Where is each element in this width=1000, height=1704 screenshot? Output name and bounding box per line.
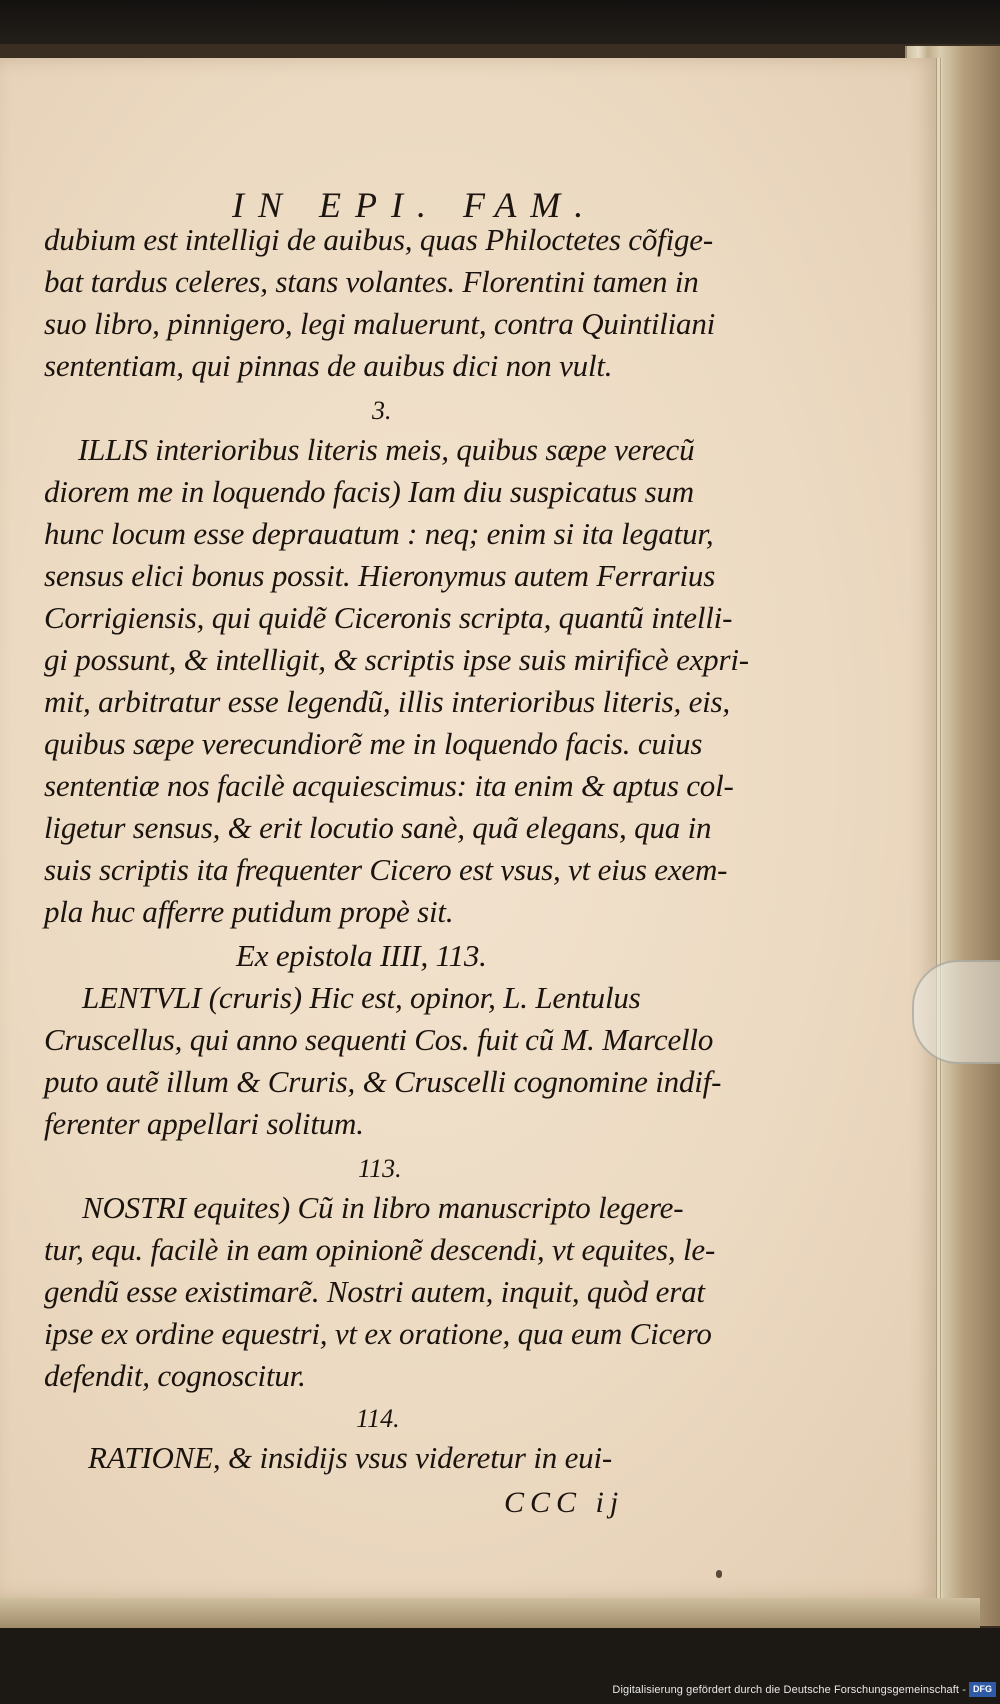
text-line: diorem me in loquendo facis) Iam diu suspicatus sum xyxy=(44,474,694,509)
text-line: mit, arbitratur esse legendũ, illis interioribus literis, eis, xyxy=(44,684,730,719)
section-number: 113. xyxy=(358,1154,402,1183)
text-line: sententiam, qui pinnas de auibus dici non vult. xyxy=(44,348,613,383)
text-line: ipse ex ordine equestri, vt ex oratione, qua eum Cicero xyxy=(44,1316,712,1351)
text-line: gi possunt, & intelligit, & scriptis ipse suis mirificè expri- xyxy=(44,642,749,677)
text-line: bat tardus celeres, stans volantes. Florentini tamen in xyxy=(44,264,699,299)
text-line: Corrigiensis, qui quidẽ Ciceronis scripta, quantũ intelli- xyxy=(44,600,733,635)
text-line: dubium est intelligi de auibus, quas Philoctetes cõfige- xyxy=(44,222,713,257)
text-line: puto autẽ illum & Cruris, & Cruscelli cognomine indif- xyxy=(44,1064,722,1099)
section-number: 3. xyxy=(372,396,392,425)
text-line: tur, equ. facilè in eam opinionẽ descendi, vt equites, le- xyxy=(44,1232,716,1267)
page-clip xyxy=(912,960,1000,1064)
text-line: ILLIS interioribus literis meis, quibus sæpe verecũ xyxy=(78,432,695,467)
text-line: hunc locum esse deprauatum : neq; enim si ita legatur, xyxy=(44,516,714,551)
text-line: ferenter appellari solitum. xyxy=(44,1106,364,1141)
text-line: LENTVLI (cruris) Hic est, opinor, L. Lentulus xyxy=(82,980,641,1015)
text-line: quibus sæpe verecundiorẽ me in loquendo facis. cuius xyxy=(44,726,703,761)
text-line: sensus elici bonus possit. Hieronymus autem Ferrarius xyxy=(44,558,716,593)
book-page xyxy=(0,58,936,1598)
text-line: defendit, cognoscitur. xyxy=(44,1358,306,1393)
section-heading: Ex epistola IIII, 113. xyxy=(236,938,487,973)
text-line: suis scriptis ita frequenter Cicero est vsus, vt eius exem- xyxy=(44,852,728,887)
text-line: pla huc afferre putidum propè sit. xyxy=(44,894,454,929)
dfg-logo: DFG xyxy=(969,1682,996,1697)
ink-speck xyxy=(716,1570,722,1578)
digitization-credit: Digitalisierung gefördert durch die Deutsche Forschungsgemeinschaft - xyxy=(612,1684,966,1696)
text-line: gendũ esse existimarẽ. Nostri autem, inquit, quòd erat xyxy=(44,1274,705,1309)
running-head: IN EPI. FAM. xyxy=(232,185,598,225)
text-line: Cruscellus, qui anno sequenti Cos. fuit cũ M. Marcello xyxy=(44,1022,714,1057)
signature-mark: CCC ij xyxy=(504,1486,625,1519)
text-line: ligetur sensus, & erit locutio sanè, quã elegans, qua in xyxy=(44,810,712,845)
section-number: 114. xyxy=(356,1404,400,1433)
text-line: suo libro, pinnigero, legi maluerunt, contra Quintiliani xyxy=(44,306,716,341)
text-line: RATIONE, & insidijs vsus videretur in eui- xyxy=(88,1440,613,1475)
text-line: NOSTRI equites) Cũ in libro manuscripto legere- xyxy=(82,1190,684,1225)
text-line: sententiæ nos facilè acquiescimus: ita enim & aptus col- xyxy=(44,768,734,803)
page-bottom-edge xyxy=(0,1598,980,1628)
